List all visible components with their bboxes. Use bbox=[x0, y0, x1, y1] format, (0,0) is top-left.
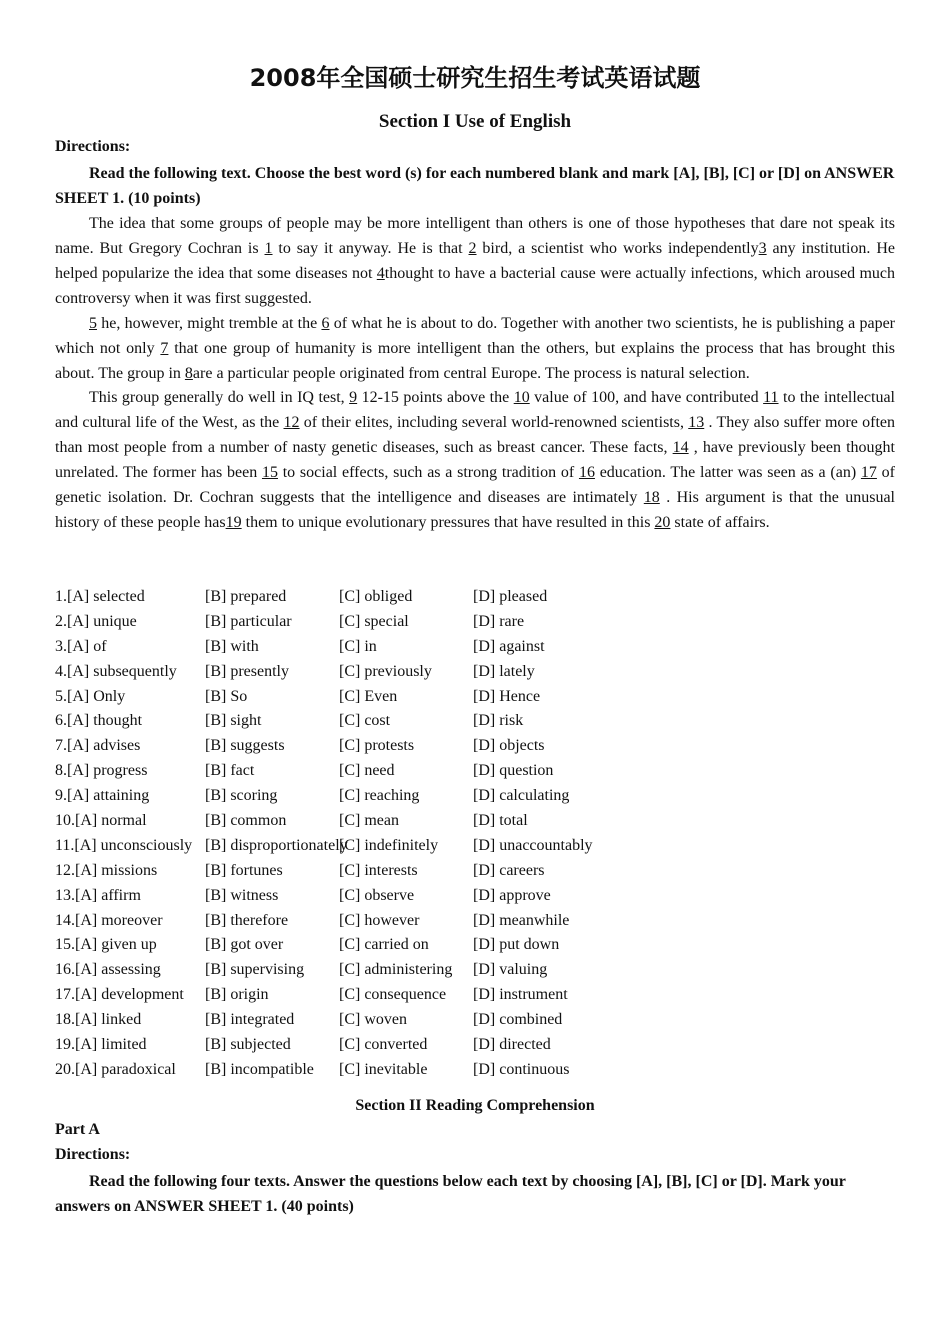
option-c: [C] need bbox=[339, 762, 395, 780]
option-a: 5.[A] Only bbox=[55, 687, 126, 705]
option-b: [B] got over bbox=[205, 936, 284, 954]
blank-1: 1 bbox=[264, 240, 273, 257]
blank-8: 8 bbox=[184, 365, 193, 382]
option-c: [C] however bbox=[339, 911, 420, 929]
paragraph-text: of what he is about to do. Together with another two scientists, he is publishing a paper which not only bbox=[55, 315, 896, 357]
paragraph-text: of genetic isolation. Dr. Cochran suggests that the intelligence and diseases are intimately bbox=[55, 464, 896, 506]
option-c: [C] carried on bbox=[339, 936, 429, 954]
section1-instruction: Read the following text. Choose the best word (s) for each numbered blank and mark [A], [B], [C] or [D] on ANSWER SHEET 1. (10 points) bbox=[55, 165, 895, 207]
option-b: [B] therefore bbox=[205, 911, 289, 929]
option-b: [B] disproportionately bbox=[205, 836, 348, 854]
option-a: 14.[A] moreover bbox=[55, 911, 163, 929]
option-c: [C] reaching bbox=[339, 787, 420, 805]
option-d: [D] combined bbox=[473, 1011, 563, 1029]
option-d: [D] approve bbox=[473, 886, 551, 904]
option-b: [B] subjected bbox=[205, 1036, 291, 1054]
paragraph-text: them to unique evolutionary pressures that have resulted in this bbox=[241, 514, 655, 531]
paragraph-text: This group generally do well in IQ test, bbox=[89, 389, 350, 406]
option-a: 15.[A] given up bbox=[55, 936, 157, 954]
option-a: 18.[A] linked bbox=[55, 1011, 142, 1029]
option-c: [C] protests bbox=[339, 737, 415, 755]
option-d: [D] question bbox=[473, 762, 554, 780]
option-c: [C] administering bbox=[339, 961, 453, 979]
option-c: [C] cost bbox=[339, 712, 391, 730]
option-b: [B] presently bbox=[205, 662, 289, 680]
option-a: 7.[A] advises bbox=[55, 737, 141, 755]
option-d: [D] continuous bbox=[473, 1060, 570, 1078]
option-d: [D] total bbox=[473, 812, 528, 830]
paragraph-text: . They also suffer more often than most people from a number of nasty genetic diseases, such as breast cancer. These facts, bbox=[55, 414, 896, 456]
option-c: [C] mean bbox=[339, 812, 399, 830]
blank-15: 15 bbox=[261, 464, 278, 481]
blank-14: 14 bbox=[672, 439, 689, 456]
option-b: [B] fact bbox=[205, 762, 255, 780]
option-a: 20.[A] paradoxical bbox=[55, 1060, 176, 1078]
option-c: [C] converted bbox=[339, 1036, 428, 1054]
option-b: [B] particular bbox=[205, 612, 292, 630]
blank-7: 7 bbox=[160, 340, 169, 357]
option-d: [D] meanwhile bbox=[473, 911, 570, 929]
option-a: 1.[A] selected bbox=[55, 588, 145, 605]
option-b: [B] witness bbox=[205, 886, 279, 904]
blank-4: 4 bbox=[376, 265, 385, 282]
option-a: 8.[A] progress bbox=[55, 762, 148, 780]
blank-20: 20 bbox=[654, 514, 671, 531]
option-a: 17.[A] development bbox=[55, 986, 184, 1004]
option-b: [B] integrated bbox=[205, 1011, 295, 1029]
option-d: [D] valuing bbox=[473, 961, 548, 979]
option-d: [D] careers bbox=[473, 861, 545, 879]
section2-instruction: Read the following four texts. Answer the questions below each text by choosing [A], [B], [C] or [D]. Mark your answers on ANSWER SHEET 1. (40 points) bbox=[55, 1173, 846, 1215]
option-b: [B] fortunes bbox=[205, 861, 283, 879]
paragraph-text: thought to have a bacterial cause were actually infections, which aroused much controversy when it was first suggested. bbox=[55, 265, 896, 307]
option-d: [D] rare bbox=[473, 612, 525, 630]
section2-directions-label: Directions: bbox=[55, 1146, 131, 1163]
option-c: [C] consequence bbox=[339, 986, 447, 1004]
option-c: [C] indefinitely bbox=[339, 836, 439, 854]
paragraph-text: of their elites, including several world-renowned scientists, bbox=[299, 414, 689, 431]
option-a: 12.[A] missions bbox=[55, 861, 158, 879]
option-a: 19.[A] limited bbox=[55, 1036, 147, 1054]
option-a: 13.[A] affirm bbox=[55, 886, 141, 904]
paragraph-text: The idea that some groups of people may be more intelligent than others is one of those hypotheses that dare not speak its name. But Gregory Cochran is bbox=[55, 215, 895, 257]
blank-16: 16 bbox=[578, 464, 595, 481]
option-b: [B] with bbox=[205, 637, 259, 655]
option-c: [C] previously bbox=[339, 662, 432, 680]
section1-heading: Section I Use of English bbox=[378, 111, 572, 132]
option-a: 3.[A] of bbox=[55, 637, 107, 655]
option-a: 10.[A] normal bbox=[55, 812, 147, 830]
paragraph-text: . His argument is that the unusual history of these people has bbox=[55, 489, 896, 531]
blank-6: 6 bbox=[321, 315, 330, 332]
paragraph-text: any institution. He helped popularize the idea that some diseases not bbox=[55, 240, 896, 282]
option-a: 9.[A] attaining bbox=[55, 787, 150, 805]
blank-17: 17 bbox=[860, 464, 877, 481]
option-d: [D] Hence bbox=[473, 687, 541, 705]
option-a: 4.[A] subsequently bbox=[55, 662, 177, 680]
option-b: [B] supervising bbox=[205, 961, 305, 979]
option-c: [C] woven bbox=[339, 1011, 407, 1029]
option-b: [B] scoring bbox=[205, 787, 278, 805]
paragraph-text: state of affairs. bbox=[670, 514, 770, 531]
blank-10: 10 bbox=[513, 389, 530, 406]
blank-5: 5 bbox=[89, 315, 97, 332]
paragraph-text: are a particular people originated from central Europe. The process is natural selection. bbox=[192, 365, 750, 382]
option-c: [C] interests bbox=[339, 861, 418, 879]
option-b: [B] prepared bbox=[205, 588, 287, 605]
paragraph-text: to the intellectual and cultural life of the West, as the bbox=[55, 389, 896, 431]
section2-heading: Section II Reading Comprehension bbox=[355, 1097, 595, 1114]
option-c: [C] obliged bbox=[339, 588, 413, 605]
option-c: [C] Even bbox=[339, 687, 398, 705]
blank-2: 2 bbox=[468, 240, 477, 257]
option-c: [C] in bbox=[339, 637, 377, 655]
paragraph-text: value of 100, and have contributed bbox=[529, 389, 764, 406]
blank-3: 3 bbox=[758, 240, 767, 257]
paragraph-text: bird, a scientist who works independently bbox=[476, 240, 759, 257]
option-d: [D] calculating bbox=[473, 787, 570, 805]
blank-18: 18 bbox=[643, 489, 660, 506]
paragraph-text: education. The latter was seen as a (an) bbox=[594, 464, 861, 481]
option-d: [D] against bbox=[473, 637, 545, 655]
option-b: [B] origin bbox=[205, 986, 269, 1004]
paragraph-text: that one group of humanity is more intelligent than the others, but explains the process that has brought this about. The group in bbox=[55, 340, 895, 382]
option-c: [C] inevitable bbox=[339, 1060, 428, 1078]
paragraph-text: he, however, might tremble at the bbox=[97, 315, 322, 332]
option-d: [D] objects bbox=[473, 737, 545, 755]
option-d: [D] pleased bbox=[473, 588, 548, 605]
option-c: [C] observe bbox=[339, 886, 415, 904]
option-d: [D] risk bbox=[473, 712, 524, 730]
paragraph-text: 12-15 points above the bbox=[357, 389, 514, 406]
option-d: [D] put down bbox=[473, 936, 560, 954]
option-b: [B] So bbox=[205, 687, 248, 705]
blank-13: 13 bbox=[688, 414, 705, 431]
blank-11: 11 bbox=[763, 389, 779, 406]
option-b: [B] suggests bbox=[205, 737, 285, 755]
paragraph-text: to social effects, such as a strong tradition of bbox=[277, 464, 579, 481]
option-d: [D] unaccountably bbox=[473, 836, 593, 854]
option-a: 2.[A] unique bbox=[55, 612, 137, 630]
option-d: [D] directed bbox=[473, 1036, 551, 1054]
blank-19: 19 bbox=[225, 514, 242, 531]
option-b: [B] incompatible bbox=[205, 1060, 314, 1078]
option-a: 16.[A] assessing bbox=[55, 961, 161, 979]
cloze-paragraph-2 bbox=[55, 311, 895, 386]
paragraph-text: , have previously been thought unrelated. The former has been bbox=[55, 439, 895, 481]
part-a-label: Part A bbox=[55, 1121, 100, 1138]
blank-12: 12 bbox=[283, 414, 300, 431]
blank-9: 9 bbox=[349, 389, 358, 406]
cloze-paragraph-3 bbox=[55, 385, 895, 535]
option-d: [D] lately bbox=[473, 662, 535, 680]
option-a: 6.[A] thought bbox=[55, 712, 143, 730]
paragraph-text: to say it anyway. He is that bbox=[272, 240, 469, 257]
option-b: [B] sight bbox=[205, 712, 262, 730]
page-title: 2008年全国硕士研究生招生考试英语试题 bbox=[249, 64, 701, 92]
option-d: [D] instrument bbox=[473, 986, 568, 1004]
option-b: [B] common bbox=[205, 812, 287, 830]
option-a: 11.[A] unconsciously bbox=[55, 836, 193, 854]
section1-directions-label: Directions: bbox=[55, 138, 131, 155]
cloze-paragraph-1 bbox=[55, 211, 895, 311]
option-c: [C] special bbox=[339, 612, 409, 630]
